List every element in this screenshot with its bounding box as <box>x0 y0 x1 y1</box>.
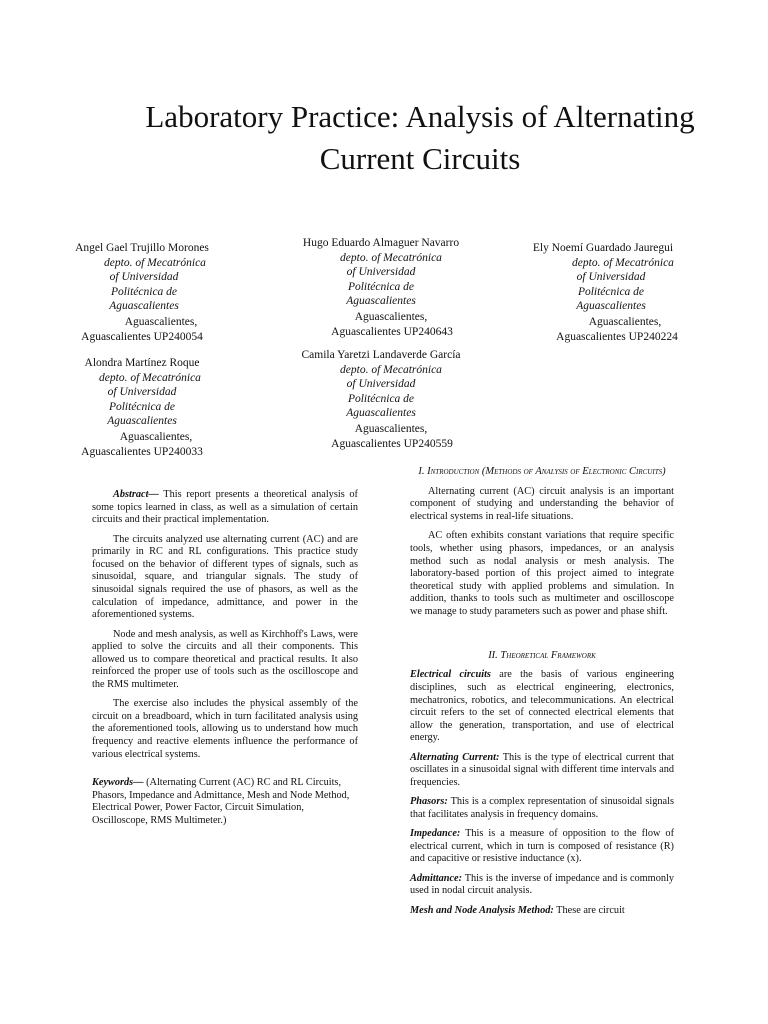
author-city: Aguascalientes, <box>354 310 428 323</box>
author-department: depto. of Mecatrónica <box>99 371 201 384</box>
definition-text: These are circuit <box>553 904 625 916</box>
author-block <box>292 348 470 452</box>
author-city: Aguascalientes, <box>124 315 198 328</box>
definition-paragraph <box>410 752 674 790</box>
abstract-paragraph: The exercise also includes the physical assembly of the circuit on a breadboard, which in turn facilitated analysis using the aforementioned tools, allowing us to understand how much frequency and reactive elements influence the performance of various electrical systems. <box>92 698 358 760</box>
author-department: depto. of Mecatrónica <box>104 256 206 269</box>
body-paragraph: Alternating current (AC) circuit analysis is an important component of studying and understanding the behavior of electrical systems in real-life situations. <box>410 485 674 522</box>
author-name: Alondra Martínez Roque <box>84 357 200 369</box>
author-id: Aguascalientes UP240643 <box>331 326 453 338</box>
definition-text: are the basis of various engineering disciplines, such as electrical engineering, electronics, mechatronics, robotics, and telecommunications. An electrical circuit refers to the set of connected electrical elements that allow the generation, transportation, and use of electrical energy. <box>410 669 675 744</box>
definition-text: This is a measure of opposition to the flow of electrical current, which in turn is composed of resistance (R) and capacitive or resistive inductance (x). <box>410 828 674 865</box>
author-block <box>518 241 688 345</box>
paper-title: Laboratory Practice: Analysis of Alternating Current Circuits <box>145 99 695 176</box>
author-id: Aguascalientes UP240054 <box>81 331 203 343</box>
abstract-paragraph <box>92 489 358 527</box>
author-city: Aguascalientes, <box>119 430 193 443</box>
definition-text: This is a complex representation of sinusoidal signals that facilitates analysis in frequency domains. <box>410 796 674 820</box>
author-block <box>292 236 470 340</box>
definition-paragraph <box>410 905 674 918</box>
definition-paragraph <box>410 828 674 866</box>
left-column <box>92 489 358 834</box>
author-university: of Universidad Politécnica de Aguascalientes <box>109 271 179 312</box>
right-column <box>410 465 674 924</box>
definition-paragraph <box>410 873 674 898</box>
definition-text: This is the type of electrical current that oscillates in a sinusoidal signal with different time intervals and frequencies. <box>410 751 674 788</box>
author-id: Aguascalientes UP240033 <box>81 446 203 458</box>
abstract-label: Abstract— <box>113 489 159 500</box>
author-department: depto. of Mecatrónica <box>340 251 442 264</box>
author-id: Aguascalientes UP240559 <box>331 438 453 450</box>
definition-term: Alternating Current: <box>410 751 500 763</box>
author-university: of Universidad Politécnica de Aguascalientes <box>346 266 416 307</box>
abstract-text: This report presents a theoretical analysis of some topics learned in class, as well as a simulation of certain circuits and their practical implementation. <box>92 489 358 526</box>
definition-paragraph <box>410 796 674 821</box>
author-block <box>70 356 214 460</box>
author-university: of Universidad Politécnica de Aguascalientes <box>576 271 646 312</box>
author-university: of Universidad Politécnica de Aguascalientes <box>107 386 177 427</box>
keywords-label: Keywords— <box>92 777 144 789</box>
abstract-paragraph: Node and mesh analysis, as well as Kirchhoff's Laws, were applied to solve the circuits and all their components. This allowed us to compare theoretical and practical results. It also reinforced the proper use of tools such as the oscilloscope and the RMS multimeter. <box>92 628 358 690</box>
author-id: Aguascalientes UP240224 <box>556 331 678 343</box>
keywords <box>92 777 358 827</box>
author-city: Aguascalientes, <box>588 315 662 328</box>
definition-term: Phasors: <box>410 796 448 808</box>
definition-text: This is the inverse of impedance and is commonly used in nodal circuit analysis. <box>410 872 674 897</box>
author-university: of Universidad Politécnica de Aguascalientes <box>346 378 416 419</box>
definition-term: Impedance: <box>410 828 461 840</box>
author-name: Ely Noemí Guardado Jauregui <box>532 242 674 254</box>
author-block <box>64 241 220 345</box>
author-department: depto. of Mecatrónica <box>340 363 442 376</box>
author-name: Camila Yaretzi Landaverde García <box>301 349 461 361</box>
definition-term: Mesh and Node Analysis Method: <box>410 904 554 916</box>
author-city: Aguascalientes, <box>354 422 428 435</box>
author-name: Angel Gael Trujillo Morones <box>75 242 209 254</box>
abstract-paragraph: The circuits analyzed use alternating current (AC) and are primarily in RC and RL configurations. This practice study focused on the behavior of different types of signals, such as sinusoidal, square, and triangular signals. The study of sinusoidal signals required the use of phasors, as well as the calculation of impedance, admittance, and power in the aforementioned systems. <box>92 533 358 621</box>
author-department: depto. of Mecatrónica <box>572 256 674 269</box>
section-heading: I. Introduction (Methods of Analysis of Electronic Circuits) <box>418 466 666 477</box>
definition-paragraph <box>410 669 674 745</box>
definition-term: Electrical circuits <box>410 669 491 681</box>
body-paragraph: AC often exhibits constant variations that require specific tools, whether using phasors, impedances, or an analysis method such as nodal analysis or mesh analysis. The laboratory-based portion of this project aimed to integrate theoretical study with applied problems and simulation. In addition, thanks to tools such as multimeter and oscilloscope we manage to study parameters such as power and phase shift. <box>410 530 674 617</box>
keywords-text: (Alternating Current (AC) RC and RL Circuits, Phasors, Impedance and Admittance, Mesh and Node Method, Electrical Power, Power Factor, Circuit Simulation, Oscilloscope, RMS Multimeter.) <box>92 777 350 827</box>
section-heading: II. Theoretical Framework <box>488 649 596 661</box>
author-name: Hugo Eduardo Almaguer Navarro <box>302 237 460 249</box>
definition-term: Admittance: <box>410 872 463 884</box>
